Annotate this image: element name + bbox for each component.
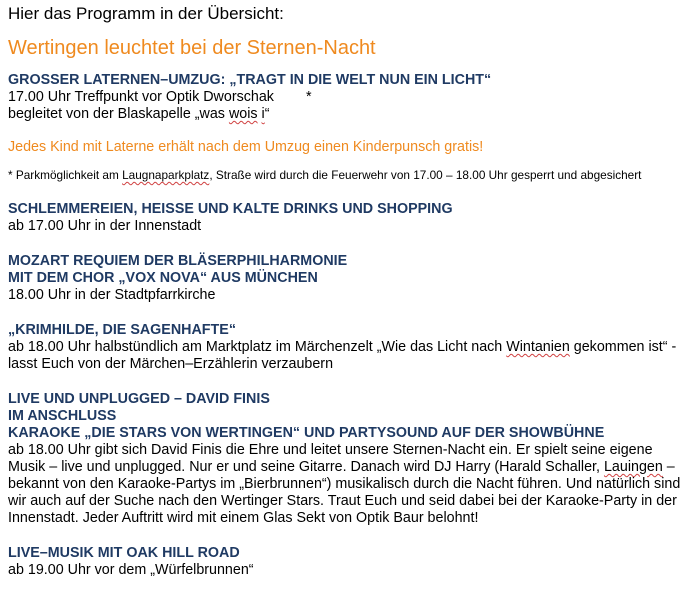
section-heading: „KRIMHILDE, DIE SAGENHAFTE“ — [8, 322, 236, 338]
section-mozart-requiem — [8, 253, 684, 304]
section-david-finis — [8, 391, 684, 527]
section-text — [8, 339, 684, 373]
spellcheck-word: Laugnaparkplatz — [122, 168, 210, 182]
section-heading: MIT DEM CHOR „VOX NOVA“ AUS MÜNCHEN — [8, 270, 318, 286]
footnote-text: , Straße wird durch die Feuerwehr von 17.00 – 18.00 Uhr gesperrt und abgesichert — [209, 168, 642, 182]
text-part: ab 18.00 Uhr halbstündlich am Marktplatz im Märchenzelt „Wie das Licht nach — [8, 339, 507, 355]
section-line: ab 19.00 Uhr vor dem „Würfelbrunnen“ — [8, 562, 254, 578]
section-heading: GROSSER LATERNEN–UMZUG: „TRAGT IN DIE WELT NUN EIN LICHT“ — [8, 72, 492, 88]
parking-footnote — [8, 168, 684, 183]
band-text: begleitet von der Blaskapelle „was — [8, 106, 229, 122]
section-heading: SCHLEMMEREIEN, HEISSE UND KALTE DRINKS UND SHOPPING — [8, 201, 453, 217]
spellcheck-word: wois — [228, 106, 258, 122]
section-heading: IM ANSCHLUSS — [8, 408, 117, 424]
text-part: – bekannt von den Karaoke-Partys im „Bierbrunnen“) musikalisch durch die Nacht führen. Und natürlich sind wir auch auf der Suche nach den Wertinger Stars. Traut Euch und seid dabei bei der Karaoke-Party in der Innenstadt. Jeder Auftritt wird mit einem Glas Sekt von Optik Baur belohnt! — [8, 459, 681, 526]
intro-text: Hier das Programm in der Übersicht: — [8, 4, 284, 23]
document — [8, 0, 684, 579]
spellcheck-word: i — [261, 106, 265, 122]
section-text — [8, 442, 684, 527]
section-line — [8, 106, 684, 123]
section-krimhilde — [8, 322, 684, 373]
section-line — [8, 89, 684, 106]
kinderpunsch-note: Jedes Kind mit Laterne erhält nach dem Umzug einen Kinderpunsch gratis! — [8, 139, 484, 155]
section-laternen-umzug — [8, 72, 684, 123]
footnote-text: * Parkmöglichkeit am — [8, 168, 123, 182]
section-line: 18.00 Uhr in der Stadtpfarrkirche — [8, 287, 216, 303]
section-heading: KARAOKE „DIE STARS VON WERTINGEN“ UND PARTYSOUND AUF DER SHOWBÜHNE — [8, 425, 605, 441]
section-schlemmereien — [8, 201, 684, 235]
section-heading: LIVE–MUSIK MIT OAK HILL ROAD — [8, 545, 240, 561]
section-oak-hill-road — [8, 545, 684, 579]
section-heading: MOZART REQUIEM DER BLÄSERPHILHARMONIE — [8, 253, 348, 269]
section-line: ab 17.00 Uhr in der Innenstadt — [8, 218, 202, 234]
meeting-point-text: 17.00 Uhr Treffpunkt vor Optik Dworschak — [8, 89, 274, 105]
spellcheck-word: Lauingen — [603, 459, 663, 475]
text-part: gekommen ist“ - lasst Euch von der Märchen–Erzählerin verzaubern — [8, 339, 677, 372]
text-part: ab 18.00 Uhr gibt sich David Finis die Ehre und leitet unsere Sternen-Nacht ein. Er spielt seine eigene Musik – live und unplugged. Nur er und seine Gitarre. Danach wird DJ Harry (Harald Schaller, — [8, 442, 653, 475]
footnote-marker: * — [305, 89, 312, 105]
quote-close: “ — [264, 106, 270, 122]
section-heading: LIVE UND UNPLUGGED – DAVID FINIS — [8, 391, 270, 407]
spellcheck-word: Wintanien — [506, 339, 570, 355]
page-headline: Wertingen leuchtet bei der Sternen-Nacht — [8, 37, 376, 59]
